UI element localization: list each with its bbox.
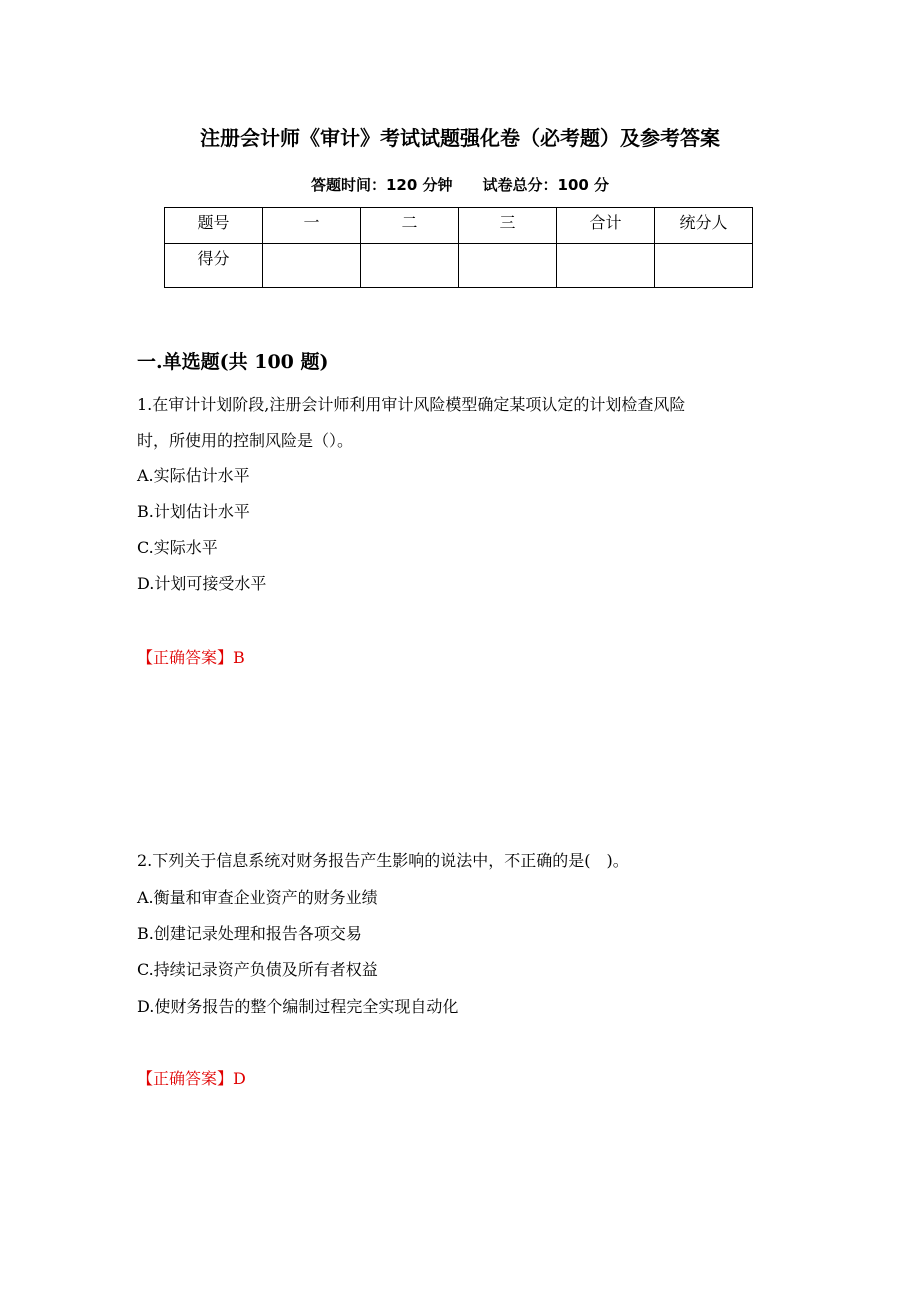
score-cell <box>263 244 361 288</box>
exam-total: 试卷总分：100 分 <box>482 176 610 194</box>
table-header-cell: 一 <box>263 208 361 244</box>
option: C.实际水平 <box>137 538 218 557</box>
option: B.创建记录处理和报告各项交易 <box>137 924 362 943</box>
score-cell <box>361 244 459 288</box>
row-label: 得分 <box>165 244 263 288</box>
score-table <box>164 207 753 288</box>
option: A.衡量和审查企业资产的财务业绩 <box>137 888 378 907</box>
question-text: 2.下列关于信息系统对财务报告产生影响的说法中，不正确的是( )。 <box>137 851 629 870</box>
document-title: 注册会计师《审计》考试试题强化卷（必考题）及参考答案 <box>200 126 720 150</box>
option: C.持续记录资产负债及所有者权益 <box>137 960 378 979</box>
option: D.使财务报告的整个编制过程完全实现自动化 <box>137 997 459 1016</box>
exam-info <box>0 174 920 195</box>
table-row <box>165 244 753 288</box>
option: B.计划估计水平 <box>137 502 250 521</box>
table-header-cell: 统分人 <box>655 208 753 244</box>
correct-answer: 【正确答案】B <box>137 648 245 667</box>
table-header-cell: 题号 <box>165 208 263 244</box>
table-header-cell: 合计 <box>557 208 655 244</box>
exam-time: 答题时间：120 分钟 <box>310 176 453 194</box>
question-text: 1.在审计计划阶段,注册会计师利用审计风险模型确定某项认定的计划检查风险 <box>137 395 686 414</box>
table-header-cell: 二 <box>361 208 459 244</box>
table-header-cell: 三 <box>459 208 557 244</box>
table-header-row <box>165 208 753 244</box>
score-cell <box>557 244 655 288</box>
option: A.实际估计水平 <box>137 466 250 485</box>
option: D.计划可接受水平 <box>137 574 267 593</box>
correct-answer: 【正确答案】D <box>137 1069 246 1088</box>
section-heading: 一.单选题(共 100 题) <box>137 351 329 373</box>
question-text: 时，所使用的控制风险是（）。 <box>137 431 354 450</box>
score-cell <box>655 244 753 288</box>
score-cell <box>459 244 557 288</box>
